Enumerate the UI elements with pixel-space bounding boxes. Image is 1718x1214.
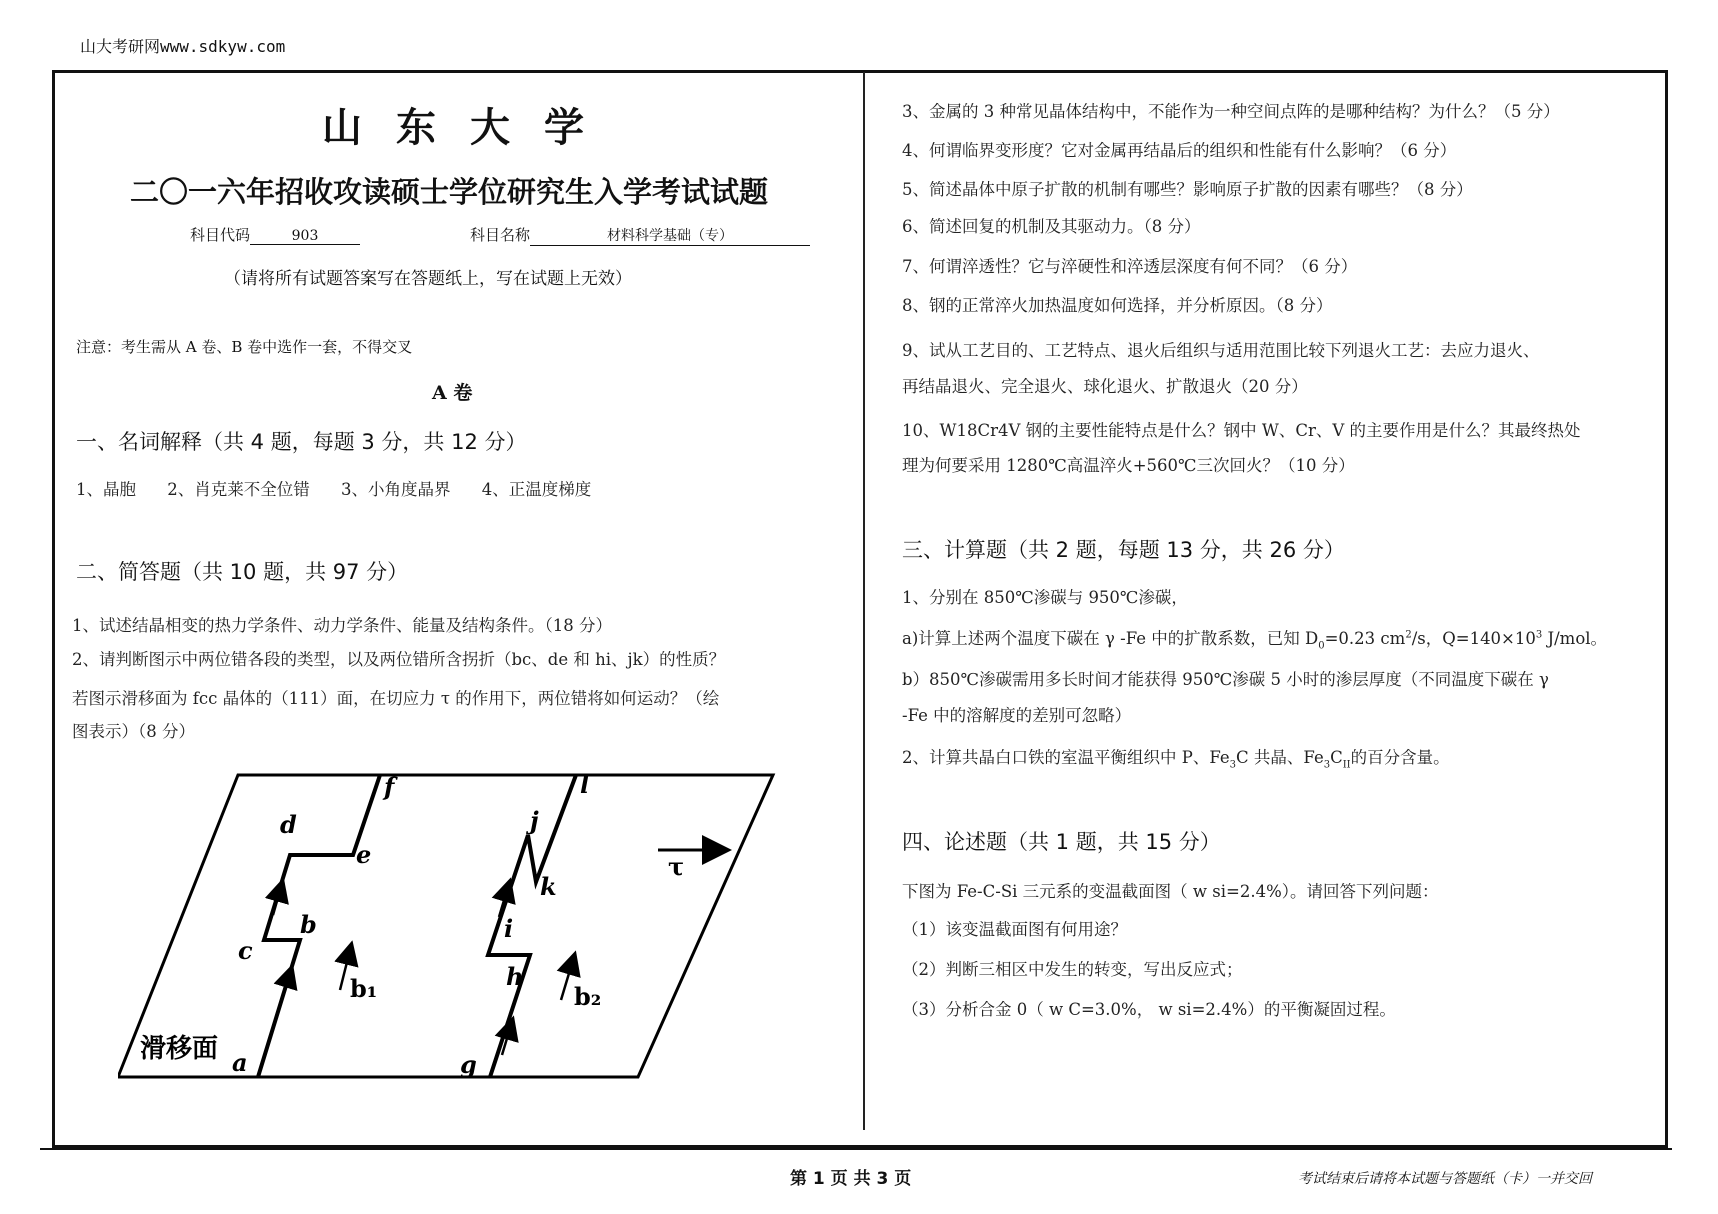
bottom-rule	[40, 1148, 1672, 1150]
question-text: 5、简述晶体中原子扩散的机制有哪些？影响原子扩散的因素有哪些？（8 分）	[902, 180, 1473, 199]
term-item: 2、肖克莱不全位错	[167, 480, 310, 499]
question-text: 6、简述回复的机制及其驱动力。（8 分）	[902, 217, 1201, 236]
subject-code-label: 科目代码	[190, 226, 251, 244]
point-d-label: d	[280, 810, 297, 839]
section-3-title: 三、计算题（共 2 题，每题 13 分，共 26 分）	[902, 538, 1345, 562]
section-4-title: 四、论述题（共 1 题，共 15 分）	[902, 830, 1221, 854]
question-text: 7、何谓淬透性？它与淬硬性和淬透层深度有何不同？（6 分）	[902, 257, 1358, 276]
burgers-vector-b2-label: b₂	[574, 982, 602, 1011]
page-number: 第 1 页 共 3 页	[790, 1169, 912, 1189]
point-a-label: a	[232, 1048, 248, 1077]
paper-label: A 卷	[432, 382, 473, 404]
subject-name-row	[470, 224, 810, 246]
question-text: （1）该变温截面图有何用途？	[902, 920, 1127, 939]
point-i-label: i	[504, 914, 514, 943]
point-h-label: h	[506, 962, 524, 991]
question-text: 10、W18Cr4V 钢的主要性能特点是什么？钢中 W、Cr、V 的主要作用是什么？其最终热处	[902, 421, 1581, 440]
slip-plane-outline	[118, 775, 773, 1077]
question-text: 2、请判断图示中两位错各段的类型，以及两位错所含拐折（bc、de 和 hi、jk）的性质？	[72, 650, 726, 669]
term-item: 3、小角度晶界	[341, 480, 451, 499]
exam-note: 注意：考生需从 A 卷、B 卷中选作一套，不得交叉	[76, 338, 413, 356]
question-text: 4、何谓临界变形度？它对金属再结晶后的组织和性能有什么影响？（6 分）	[902, 141, 1457, 160]
question-text: （2）判断三相区中发生的转变，写出反应式；	[902, 960, 1243, 979]
point-l-label: l	[580, 770, 590, 799]
point-j-label: j	[530, 806, 539, 835]
shear-stress-label: τ	[668, 852, 685, 881]
section-2-title: 二、简答题（共 10 题，共 97 分）	[76, 560, 409, 584]
question-text: 1、分别在 850℃渗碳与 950℃渗碳，	[902, 588, 1188, 607]
question-text: a)计算上述两个温度下碳在 γ -Fe 中的扩散系数，已知 $D_0=0.23$ $cm^2/s$，$Q=140\times 10^3$ J/mol。	[902, 629, 1608, 652]
subject-code-row	[190, 224, 360, 245]
section-1-title: 一、名词解释（共 4 题，每题 3 分，共 12 分）	[76, 430, 527, 454]
point-k-label: k	[540, 872, 557, 901]
subject-name-value: 材料科学基础（专）	[530, 225, 810, 246]
point-e-label: e	[356, 840, 372, 869]
question-text: 图表示）（8 分）	[72, 722, 195, 741]
question-text: 1、试述结晶相变的热力学条件、动力学条件、能量及结构条件。（18 分）	[72, 616, 612, 635]
point-f-label: f	[384, 772, 395, 801]
slip-plane-label: 滑移面	[140, 1034, 219, 1064]
question-text: 9、试从工艺目的、工艺特点、退火后组织与适用范围比较下列退火工艺：去应力退火、	[902, 341, 1540, 360]
section-1-items	[76, 476, 591, 500]
question-text: 理为何要采用 1280℃高温淬火+560℃三次回火？（10 分）	[902, 456, 1355, 475]
point-g-label: g	[460, 1050, 477, 1079]
burgers-vector-b1-arrow	[340, 950, 350, 990]
term-item: 1、晶胞	[76, 480, 136, 499]
question-text: -Fe 中的溶解度的差别可忽略）	[902, 706, 1132, 725]
question-text: 若图示滑移面为 fcc 晶体的（111）面，在切应力 τ 的作用下，两位错将如何运动？（绘	[72, 689, 720, 708]
subject-name-label: 科目名称	[470, 226, 531, 244]
burgers-vector-b2-arrow	[561, 960, 573, 1000]
point-b-label: b	[300, 910, 317, 939]
site-watermark: 山大考研网www.sdkyw.com	[80, 37, 286, 56]
burgers-vector-b1-label: b₁	[350, 974, 378, 1003]
question-text: （3）分析合金 0（ w C=3.0%， w si=2.4%）的平衡凝固过程。	[902, 1000, 1396, 1019]
dislocation-line-1	[258, 775, 380, 1077]
dislocation-figure	[118, 765, 798, 1085]
point-c-label: c	[238, 936, 253, 965]
term-item: 4、正温度梯度	[481, 480, 592, 499]
question-text: 8、钢的正常淬火加热温度如何选择，并分析原因。（8 分）	[902, 296, 1333, 315]
column-divider	[863, 72, 865, 1130]
subject-code-value: 903	[250, 228, 360, 245]
exam-title: 二〇一六年招收攻读硕士学位研究生入学考试试题	[130, 175, 769, 209]
answer-instruction: （请将所有试题答案写在答题纸上，写在试题上无效）	[224, 269, 632, 289]
question-text: 下图为 Fe-C-Si 三元系的变温截面图（ w si=2.4%）。请回答下列问题：	[902, 882, 1439, 901]
university-name: 山东大学	[322, 105, 618, 151]
line-1-direction-arrow	[280, 973, 290, 1005]
question-text: 2、计算共晶白口铁的室温平衡组织中 P、$Fe_3C$ 共晶、$Fe_3C_{II}$的百分含量。	[902, 748, 1450, 771]
question-text: 3、金属的 3 种常见晶体结构中，不能作为一种空间点阵的是哪种结构？为什么？（5 分）	[902, 102, 1560, 121]
question-text: 再结晶退火、完全退火、球化退火、扩散退火（20 分）	[902, 377, 1308, 396]
footer-note: 考试结束后请将本试题与答题纸（卡）一并交回	[1298, 1171, 1592, 1187]
question-text: b）850℃渗碳需用多长时间才能获得 950℃渗碳 5 小时的渗层厚度（不同温度下碳在 γ	[902, 670, 1549, 689]
